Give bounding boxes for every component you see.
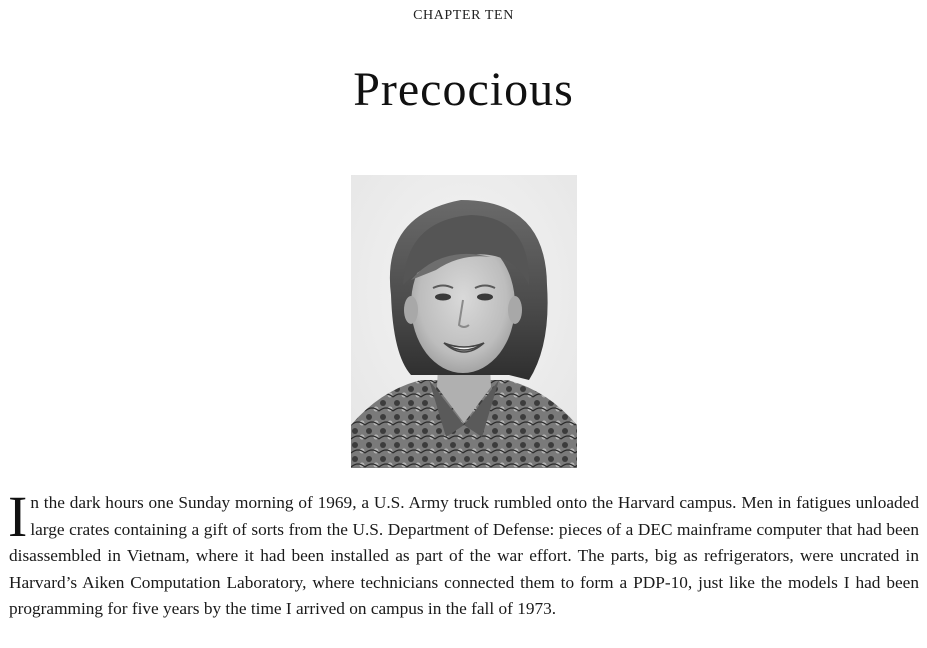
chapter-title: Precocious: [353, 63, 574, 116]
portrait-photo: [351, 175, 577, 468]
chapter-label: CHAPTER TEN: [413, 8, 514, 23]
chapter-opening-paragraph: [8, 484, 919, 623]
drop-cap: I: [8, 484, 28, 549]
paragraph-text: n the dark hours one Sunday morning of 1969, a U.S. Army truck rumbled onto the Harvard campus. Men in fatigues unloaded large crates containing a gift of sorts from the U.S. Department of Defense: pieces of a DEC mainframe computer that had been disassembled in Vietnam, where it had been installed as part of the war effort. The parts, big as refrigerators, were uncrated in Harvard’s Aiken Computation Laboratory, where technicians connected them to form a PDP-10, just like the models I had been programming for five years by the time I arrived on campus in the fall of 1973.: [9, 493, 919, 618]
portrait-image: [351, 175, 577, 468]
